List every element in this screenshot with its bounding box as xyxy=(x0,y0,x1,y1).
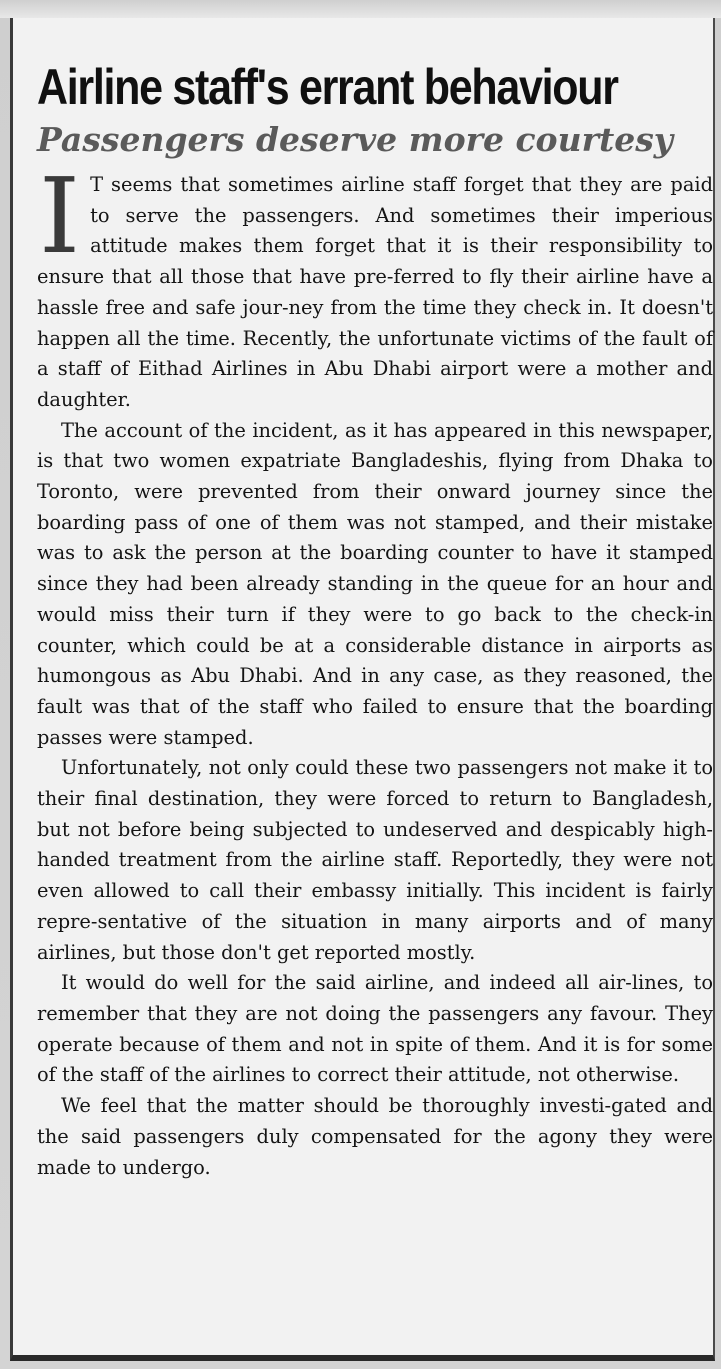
page-top-edge xyxy=(0,0,721,18)
article-subhead: Passengers deserve more courtesy xyxy=(37,120,673,159)
paragraph-3: Unfortunately, not only could these two passengers not make it to their final destination, they were forced to return to Bangladesh, but not before being subjected to undeserved and despicably high-handed treatment from the airline staff. Reportedly, they were not even allowed to call their embassy initially. This incident is fairly repre-sentative of the situation in many airports and of many airlines, but those don't get reported mostly. xyxy=(37,756,713,964)
paragraph-1-text: T seems that sometimes airline staff forget that they are paid to serve the passengers. And sometimes their imperious attitude makes them forget that it is their responsibility to ensure that all those that have pre-ferred to fly their airline have a hassle free and safe jour-ney from the time they check in. It doesn't happen all the time. Recently, the unfortunate victims of the fault of a staff of Eithad Airlines in Abu Dhabi airport were a mother and daughter. xyxy=(37,173,713,411)
paragraph-5: We feel that the matter should be thoroughly investi-gated and the said passengers duly compensated for the agony they were made to undergo. xyxy=(37,1094,713,1179)
article-body xyxy=(37,155,713,1183)
drop-cap: I xyxy=(39,155,81,277)
editorial-article xyxy=(37,58,713,1183)
paragraph-4: It would do well for the said airline, and indeed all air-lines, to remember that they are not doing the passengers any favour. They operate because of them and not in spite of them. And it is for some of the staff of the airlines to correct their attitude, not otherwise. xyxy=(37,971,713,1087)
paragraph-1 xyxy=(37,155,713,416)
article-headline: Airline staff's errant behaviour xyxy=(37,59,618,115)
paragraph-2: The account of the incident, as it has appeared in this newspaper, is that two women expatriate Bangladeshis, flying from Dhaka to Toronto, were prevented from their onward journey since the boarding pass of one of them was not stamped, and their mistake was to ask the person at the boarding counter to have it stamped since they had been already standing in the queue for an hour and would miss their turn if they were to go back to the check-in counter, which could be at a considerable distance in airports as humongous as Abu Dhabi. And in any case, as they reasoned, the fault was that of the staff who failed to ensure that the boarding passes were stamped. xyxy=(37,418,713,749)
article-clipping xyxy=(10,18,715,1361)
